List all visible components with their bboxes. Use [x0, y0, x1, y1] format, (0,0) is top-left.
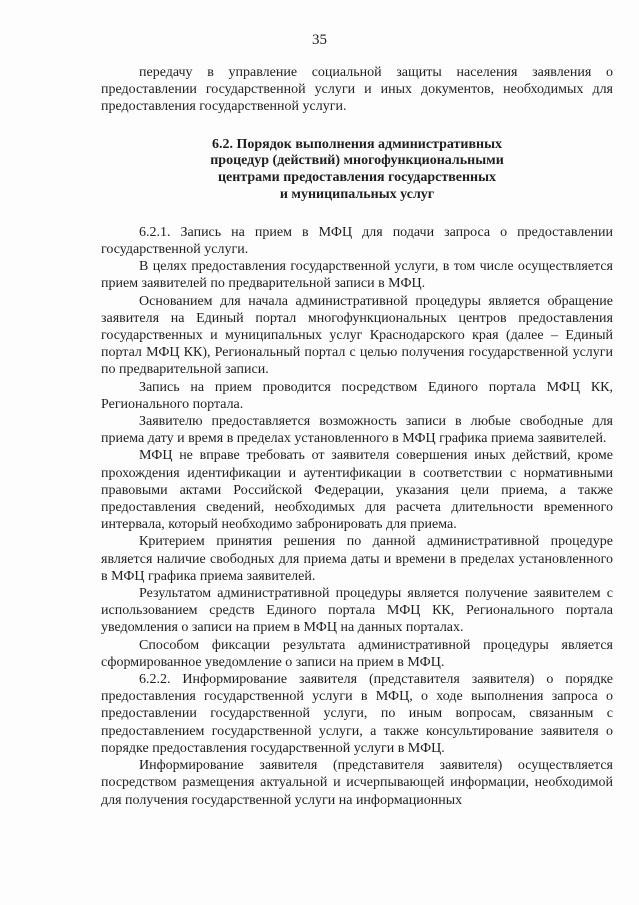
section-heading-line: центрами предоставления государственных: [217, 170, 497, 186]
section-heading: [101, 137, 613, 204]
paragraph-mfc-restrictions: МФЦ не вправе требовать от заявителя совершения иных действий, кроме прохождения идентификации и аутентификации в соответствии с нормативными правовыми актами Российской Федерации, указания цели приема, а также предоставления сведений, необходимых для расчета длительности временного интервала, который необходимо забронировать для приема.: [101, 448, 613, 533]
paragraph-6-2-1: 6.2.1. Запись на прием в МФЦ для подачи запроса о предоставлении государственной услуги.: [101, 224, 613, 257]
paragraph-result: Результатом административной процедуры является получение заявителем с использованием средств Единого портала МФЦ КК, Регионального портала уведомления о записи на прием в МФЦ на данных порталах.: [101, 586, 613, 636]
section-heading-line: 6.2. Порядок выполнения административных: [211, 136, 503, 152]
paragraph-basis: Основанием для начала административной процедуры является обращение заявителя на Единый портал многофункциональных центров предоставления государственных и муниципальных услуг Краснодарского края (далее – Единый портал МФЦ КК), Региональный портал с целью получения государственной услуги по предварительной записи.: [101, 293, 613, 378]
paragraph-free-slots: Заявителю предоставляется возможность записи в любые свободные для приема дату и время в пределах установленного в МФЦ графика приема заявителей.: [101, 414, 613, 447]
paragraph-fixation: Способом фиксации результата административной процедуры является сформированное уведомление о записи на прием в МФЦ.: [101, 637, 613, 670]
section-heading-line: процедур (действий) многофункциональными: [210, 153, 504, 169]
paragraph-informing: Информирование заявителя (представителя заявителя) осуществляется посредством размещения актуальной и исчерпывающей информации, необходимой для получения государственной услуги на информационных: [101, 758, 613, 808]
section-heading-line: и муниципальных услуг: [279, 187, 435, 202]
paragraph-record-means: Запись на прием проводится посредством Единого портала МФЦ КК, Регионального портала.: [101, 379, 613, 412]
paragraph-preliminary-record: В целях предоставления государственной услуги, в том числе осуществляется прием заявителей по предварительной записи в МФЦ.: [101, 259, 613, 292]
page-number: 35: [312, 32, 327, 48]
intro-paragraph: передачу в управление социальной защиты населения заявления о предоставлении государственной услуги и иных документов, необходимых для предоставления государственной услуги.: [101, 65, 613, 115]
paragraph-6-2-2: 6.2.2. Информирование заявителя (представителя заявителя) о порядке предоставления государственной услуги в МФЦ, о ходе выполнения запроса о предоставлении государственной услуги, по иным вопросам, связанным с предоставлением государственной услуги, а также консультирование заявителя о порядке предоставления государственной услуги в МФЦ.: [101, 672, 613, 756]
paragraph-criterion: Критерием принятия решения по данной административной процедуре является наличие свободных для приема даты и времени в пределах установленного в МФЦ графика приема заявителей.: [101, 534, 613, 584]
document-body: [101, 64, 613, 809]
